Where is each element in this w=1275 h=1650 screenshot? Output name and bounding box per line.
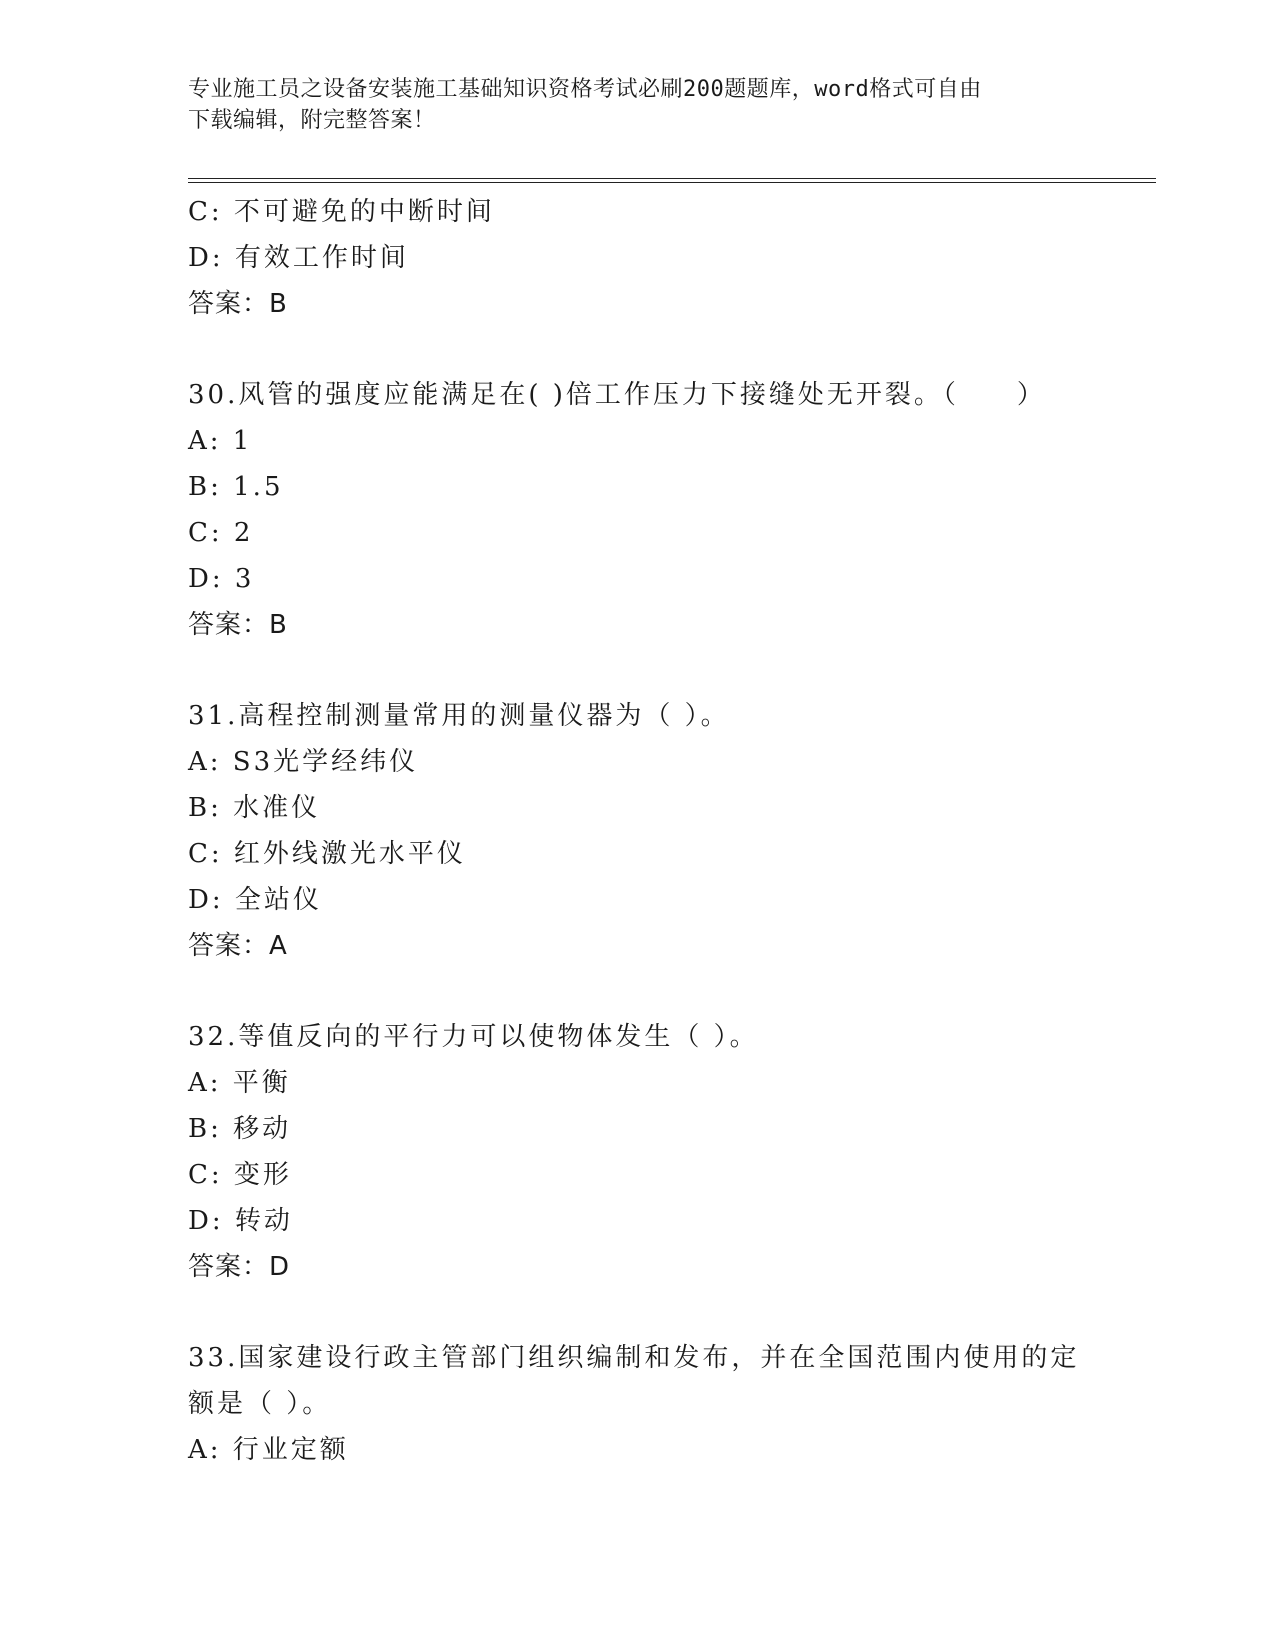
option-a: A: 行业定额	[188, 1435, 349, 1465]
question-31	[188, 693, 1108, 969]
answer-line: 答案：B	[188, 610, 288, 640]
option-c: C: 红外线激光水平仪	[188, 839, 466, 869]
previous-question-tail	[188, 189, 1108, 327]
question-30	[188, 372, 1108, 648]
option-a: A: 1	[188, 426, 253, 456]
question-list	[188, 189, 1108, 1473]
option-c: C: 2	[188, 518, 254, 548]
header-title-line1: 专业施工员之设备安装施工基础知识资格考试必刷200题题库，word格式可自由	[188, 77, 982, 102]
answer-line: 答案：B	[188, 289, 288, 319]
answer-line: 答案：D	[188, 1252, 291, 1282]
answer-line: 答案：A	[188, 931, 288, 961]
option-a: A: S3光学经纬仪	[188, 747, 419, 777]
option-d: D: 转动	[188, 1206, 293, 1236]
option-c: C: 变形	[188, 1160, 292, 1190]
option-b: B: 移动	[188, 1114, 292, 1144]
document-header	[188, 74, 1078, 136]
question-text: 33.国家建设行政主管部门组织编制和发布，并在全国范围内使用的定额是（ ）。	[188, 1343, 1080, 1419]
header-title-line2: 下载编辑，附完整答案！	[188, 108, 436, 133]
option-c: C: 不可避免的中断时间	[188, 197, 495, 227]
option-d: D: 3	[188, 564, 255, 594]
question-text: 31.高程控制测量常用的测量仪器为（ ）。	[188, 701, 730, 731]
option-d: D: 有效工作时间	[188, 243, 409, 273]
option-b: B: 水准仪	[188, 793, 321, 823]
option-a: A: 平衡	[188, 1068, 291, 1098]
question-32	[188, 1014, 1108, 1290]
option-d: D: 全站仪	[188, 885, 322, 915]
question-text: 30.风管的强度应能满足在( )倍工作压力下接缝处无开裂。（ ）	[188, 380, 1046, 410]
option-b: B: 1.5	[188, 472, 284, 502]
header-divider	[188, 178, 1156, 183]
question-text: 32.等值反向的平行力可以使物体发生（ ）。	[188, 1022, 759, 1052]
question-33	[188, 1335, 1108, 1473]
